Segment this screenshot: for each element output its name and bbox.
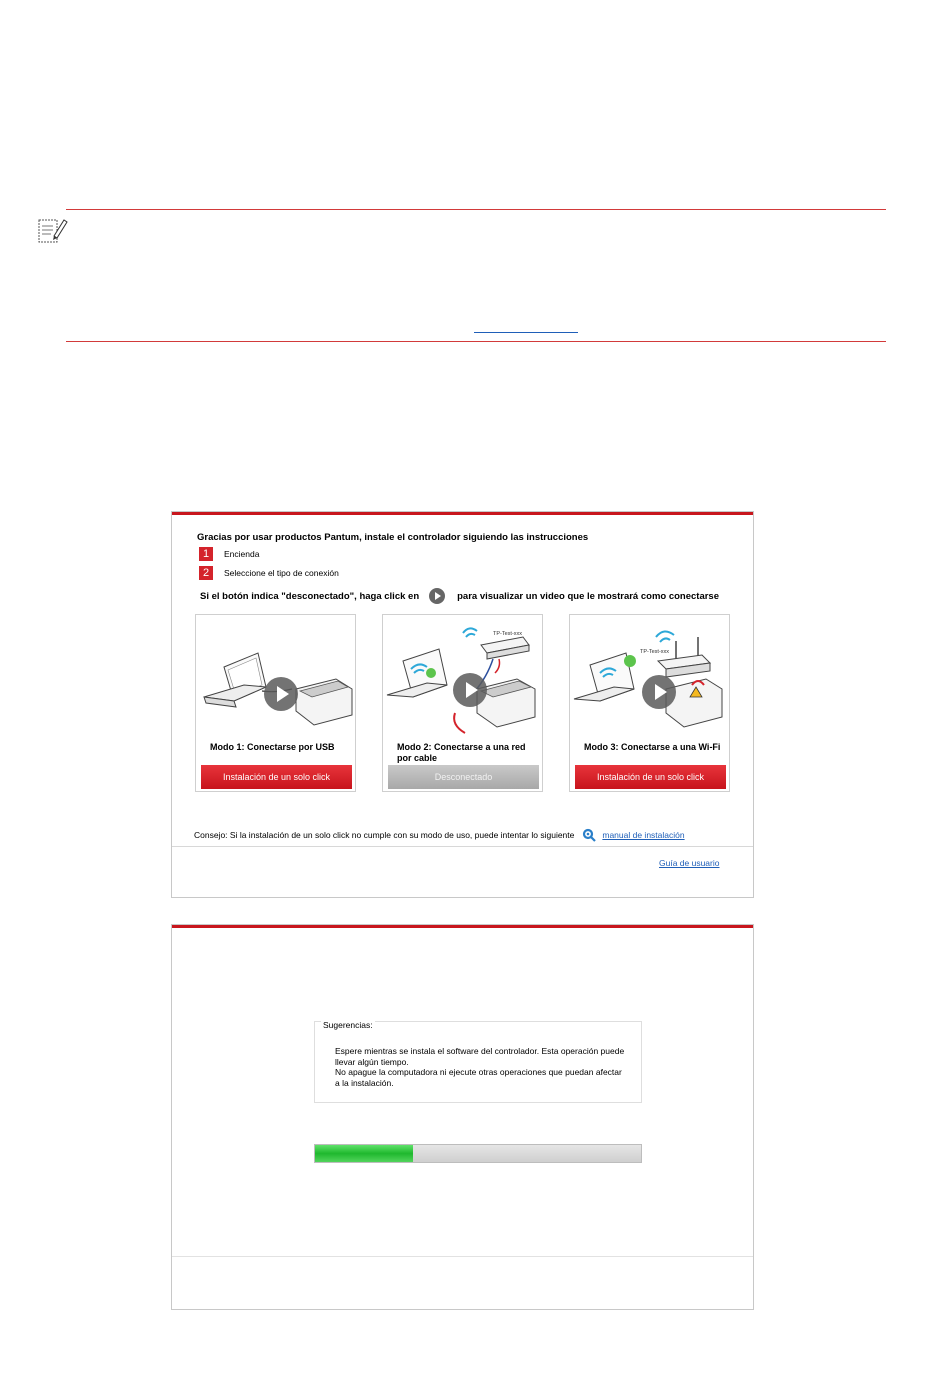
mode-card-wired xyxy=(382,614,543,792)
note-top-rule xyxy=(66,209,886,210)
user-guide-link[interactable]: Guía de usuario xyxy=(659,858,720,868)
router-label: TP-Test-xxx xyxy=(640,649,670,655)
step-number-badge: 1 xyxy=(199,547,213,561)
install-progress-window xyxy=(171,924,754,1310)
tip-row xyxy=(194,828,685,842)
suggestions-text xyxy=(335,1046,625,1088)
mode-card-usb xyxy=(195,614,356,792)
installer-window xyxy=(171,511,754,898)
mode-title: Modo 2: Conectarse a una red por cable xyxy=(397,742,526,763)
video-hint xyxy=(200,588,719,604)
installation-manual-link[interactable]: manual de instalación xyxy=(602,830,685,840)
play-video-icon[interactable] xyxy=(453,673,487,707)
suggestion-line: Espere mientras se instala el software del controlador. Esta operación puede llevar algún tiempo. xyxy=(335,1046,625,1067)
hint-text-after: para visualizar un video que le mostrará como conectarse xyxy=(457,590,720,602)
play-video-icon[interactable] xyxy=(642,675,676,709)
mode-card-wifi xyxy=(569,614,730,792)
one-click-install-wifi-button[interactable]: Instalación de un solo click xyxy=(575,765,726,789)
progress-fill xyxy=(315,1145,413,1162)
tip-text: Consejo: Si la instalación de un solo click no cumple con su modo de uso, puede intentar lo siguiente xyxy=(194,830,575,840)
step-label: Encienda xyxy=(224,549,260,559)
intro-text: Gracias por usar productos Pantum, instale el controlador siguiendo las instrucciones xyxy=(197,532,589,543)
step-number-badge: 2 xyxy=(199,566,213,580)
hint-text-before: Si el botón indica "desconectado", haga click en xyxy=(200,590,420,602)
mode-title: Modo 1: Conectarse por USB xyxy=(210,742,335,752)
play-icon xyxy=(429,588,445,604)
gear-icon xyxy=(582,828,596,842)
divider xyxy=(172,846,753,847)
mode-title: Modo 3: Conectarse a una Wi-Fi xyxy=(584,742,721,752)
note-pencil-icon xyxy=(36,214,68,246)
one-click-install-usb-button[interactable]: Instalación de un solo click xyxy=(201,765,352,789)
step-label: Seleccione el tipo de conexión xyxy=(224,568,339,578)
note-bottom-rule xyxy=(66,341,886,342)
window-accent-bar xyxy=(172,925,753,928)
router-label: TP-Test-xxx xyxy=(493,631,523,637)
note-link[interactable] xyxy=(474,332,578,333)
install-progress-bar xyxy=(314,1144,642,1163)
divider xyxy=(172,1256,753,1257)
suggestion-line: No apague la computadora ni ejecute otras operaciones que puedan afectar a la instalación. xyxy=(335,1067,622,1088)
window-accent-bar xyxy=(172,512,753,515)
step-2 xyxy=(199,566,339,580)
suggestions-label: Sugerencias: xyxy=(323,1020,373,1030)
play-video-icon[interactable] xyxy=(264,677,298,711)
suggestions-box xyxy=(314,1021,642,1103)
step-1 xyxy=(199,547,259,561)
disconnected-wired-button[interactable]: Desconectado xyxy=(388,765,539,789)
